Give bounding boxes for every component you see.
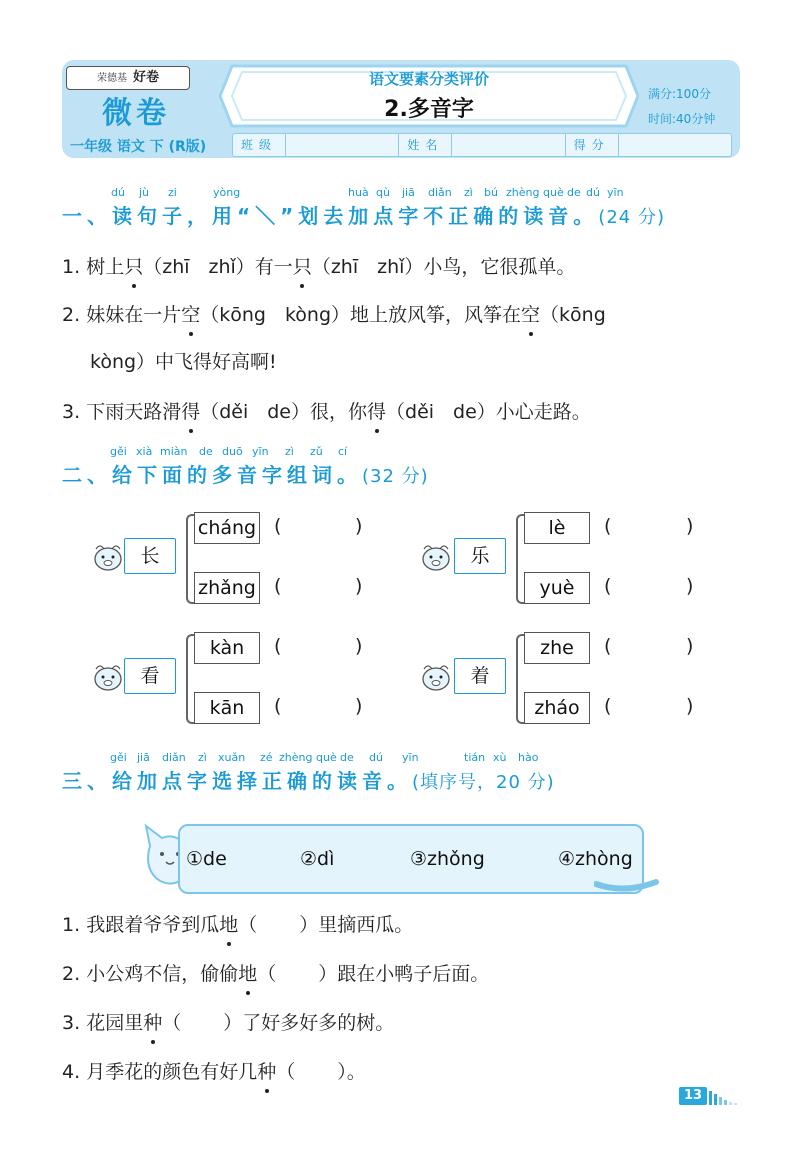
pinyin: huà: [348, 186, 369, 199]
reading-box: kàn: [194, 632, 260, 664]
pinyin: de: [340, 751, 354, 764]
question-number: 2.: [62, 304, 81, 326]
question-1-2-continued: kòng）中飞得好高啊!: [90, 351, 277, 373]
reading-box: cháng: [194, 512, 260, 544]
open-paren: （: [276, 1061, 296, 1083]
page-number: 13: [679, 1087, 707, 1105]
reading-box: yuè: [524, 572, 590, 604]
full-score-label: 满分:100分: [648, 87, 711, 101]
reading-box: zháo: [524, 692, 590, 724]
close-paren: ): [686, 575, 694, 597]
question-number: 4.: [62, 1061, 81, 1083]
pinyin: què: [543, 186, 564, 199]
question-text: 月季花的颜色有好几: [86, 1061, 258, 1083]
question-text: 妹妹在一片: [86, 304, 182, 326]
cat-tail-icon: [594, 872, 660, 896]
question-number: 1.: [62, 914, 81, 936]
question-number: 3.: [62, 1012, 81, 1034]
section2-score: (32 分): [362, 466, 429, 487]
question-3-3: [62, 1008, 394, 1035]
brand-logo: [66, 66, 190, 90]
pinyin: zé: [260, 751, 273, 764]
question-text: （kōng kòng）地上放风筝，风筝在: [200, 304, 522, 326]
answer-blank[interactable]: [620, 572, 678, 602]
question-number: 2.: [62, 963, 81, 985]
question-1-3: [62, 397, 591, 424]
question-text: 下雨天路滑: [86, 401, 182, 423]
piglet-icon: [418, 660, 454, 694]
pinyin: què: [316, 751, 337, 764]
pinyin: zhèng: [279, 751, 313, 764]
pinyin: de: [567, 186, 581, 199]
name-field[interactable]: [452, 134, 565, 156]
section1-title-text: 一、读句子，用“＼”划去加点字不正确的读音。: [62, 204, 599, 228]
option-1: ①de: [186, 848, 227, 870]
question-1-2: [62, 300, 606, 327]
open-paren: (: [604, 575, 612, 597]
section2-title-text: 二、给下面的多音字组词。: [62, 463, 362, 487]
series-title: 微卷: [102, 96, 170, 131]
pinyin: zǔ: [310, 445, 323, 458]
pinyin: zi: [168, 186, 177, 199]
pinyin: dú: [369, 751, 383, 764]
open-paren: （: [257, 963, 277, 985]
open-paren: (: [604, 695, 612, 717]
pinyin: dú: [586, 186, 600, 199]
option-4: ④zhòng: [558, 848, 633, 870]
pinyin: jiā: [137, 751, 150, 764]
pinyin: yīn: [252, 445, 269, 458]
pinyin: zì: [464, 186, 473, 199]
reading-box: lè: [524, 512, 590, 544]
close-paren: ): [355, 695, 363, 717]
pinyin: xià: [136, 445, 153, 458]
close-paren: ): [686, 695, 694, 717]
open-paren: (: [274, 575, 282, 597]
brand-logo-text: 好卷: [132, 70, 159, 85]
open-paren: (: [604, 515, 612, 537]
close-paren: ): [355, 515, 363, 537]
open-paren: (: [604, 635, 612, 657]
pinyin: diǎn: [162, 751, 186, 764]
pinyin: dú: [111, 186, 125, 199]
pinyin: yīn: [402, 751, 419, 764]
answer-blank[interactable]: [290, 512, 348, 542]
pinyin: yòng: [213, 186, 241, 199]
answer-blank[interactable]: [620, 632, 678, 662]
answer-blank[interactable]: [290, 692, 348, 722]
question-text: （kōng: [540, 304, 606, 326]
reading-box: zhǎng: [194, 572, 260, 604]
score-field[interactable]: [619, 134, 731, 156]
open-paren: (: [274, 515, 282, 537]
close-paren: ): [686, 515, 694, 537]
pinyin: hào: [518, 751, 539, 764]
question-text: ）跟在小鸭子后面。: [318, 963, 490, 985]
piglet-icon: [90, 660, 126, 694]
close-paren: ): [686, 635, 694, 657]
dotted-char: 空: [181, 300, 200, 327]
dotted-char: 地: [219, 910, 238, 937]
pinyin: miàn: [160, 445, 188, 458]
open-paren: (: [274, 635, 282, 657]
answer-blank[interactable]: [620, 692, 678, 722]
polyphone-char: 着: [454, 658, 506, 694]
pinyin: zhèng: [506, 186, 540, 199]
pinyin: tián: [464, 751, 486, 764]
pinyin: yīn: [607, 186, 624, 199]
question-3-4: [62, 1057, 366, 1084]
pinyin: xù: [493, 751, 507, 764]
answer-blank[interactable]: [290, 632, 348, 662]
page-bars-icon: [709, 1089, 741, 1105]
dotted-char: 种: [257, 1057, 276, 1084]
class-label: 班级: [233, 134, 286, 156]
pinyin: duō: [222, 445, 243, 458]
dotted-char: 得: [181, 397, 200, 424]
pinyin: zì: [198, 751, 207, 764]
question-text: ）了好多好多的树。: [223, 1012, 395, 1034]
question-3-1: [62, 910, 413, 937]
dotted-char: 种: [143, 1008, 162, 1035]
piglet-icon: [90, 540, 126, 574]
open-paren: (: [274, 695, 282, 717]
dotted-char: 得: [367, 397, 386, 424]
pinyin: jù: [139, 186, 150, 199]
time-limit-label: 时间:40分钟: [648, 112, 716, 126]
question-text: （děi de）小心走路。: [386, 401, 591, 423]
pinyin: gěi: [110, 751, 127, 764]
option-3: ③zhǒng: [410, 848, 485, 870]
polyphone-char: 长: [124, 538, 176, 574]
question-text: 我跟着爷爷到瓜: [86, 914, 220, 936]
pinyin: diǎn: [428, 186, 452, 199]
answer-blank[interactable]: [620, 512, 678, 542]
reading-box: kān: [194, 692, 260, 724]
name-label: 姓名: [399, 134, 452, 156]
dotted-char: 空: [521, 300, 540, 327]
pinyin: bú: [484, 186, 498, 199]
pinyin: gěi: [110, 445, 127, 458]
polyphone-char: 看: [124, 658, 176, 694]
question-text: 小公鸡不信，偷偷: [86, 963, 239, 985]
grade-label: 一年级 语文 下 (R版): [70, 139, 207, 155]
student-info-row: [232, 133, 732, 157]
pinyin: qù: [376, 186, 390, 199]
section3-title-text: 三、给加点字选择正确的读音。: [62, 769, 412, 793]
question-text: 树上: [86, 256, 125, 278]
open-paren: （: [238, 914, 258, 936]
section2-title: [62, 459, 429, 488]
pinyin: de: [199, 445, 213, 458]
question-number: 3.: [62, 401, 81, 423]
answer-blank[interactable]: [290, 572, 348, 602]
pinyin: xuǎn: [218, 751, 246, 764]
section1-title: [62, 200, 665, 229]
pinyin: cí: [338, 445, 348, 458]
brand-small-text: 荣德基: [96, 73, 127, 84]
reading-box: zhe: [524, 632, 590, 664]
section1-score: (24 分): [598, 207, 665, 228]
question-text: （zhī zhǐ）小鸟，它很孤单。: [311, 256, 576, 278]
category-label: 语文要素分类评价: [368, 70, 489, 88]
open-paren: （: [162, 1012, 182, 1034]
piglet-icon: [418, 540, 454, 574]
polyphone-char: 乐: [454, 538, 506, 574]
option-2: ②dì: [300, 848, 335, 870]
question-text: ）。: [337, 1061, 366, 1083]
class-field[interactable]: [286, 134, 399, 156]
question-text: 花园里: [86, 1012, 144, 1034]
section3-score: (填序号，20 分): [412, 772, 555, 793]
dotted-char: 只: [293, 252, 312, 279]
question-text: ）里摘西瓜。: [299, 914, 414, 936]
question-1-1: [62, 252, 575, 279]
question-3-2: [62, 959, 489, 986]
question-text: （děi de）很，你: [200, 401, 367, 423]
lesson-title: 2.多音字: [384, 97, 474, 122]
score-label: 得分: [566, 134, 619, 156]
question-number: 1.: [62, 256, 81, 278]
dotted-char: 地: [238, 959, 257, 986]
close-paren: ): [355, 635, 363, 657]
dotted-char: 只: [124, 252, 143, 279]
pinyin: jiā: [402, 186, 415, 199]
question-text: （zhī zhǐ）有一: [143, 256, 293, 278]
pinyin: zì: [285, 445, 294, 458]
section3-title: [62, 765, 555, 794]
close-paren: ): [355, 575, 363, 597]
